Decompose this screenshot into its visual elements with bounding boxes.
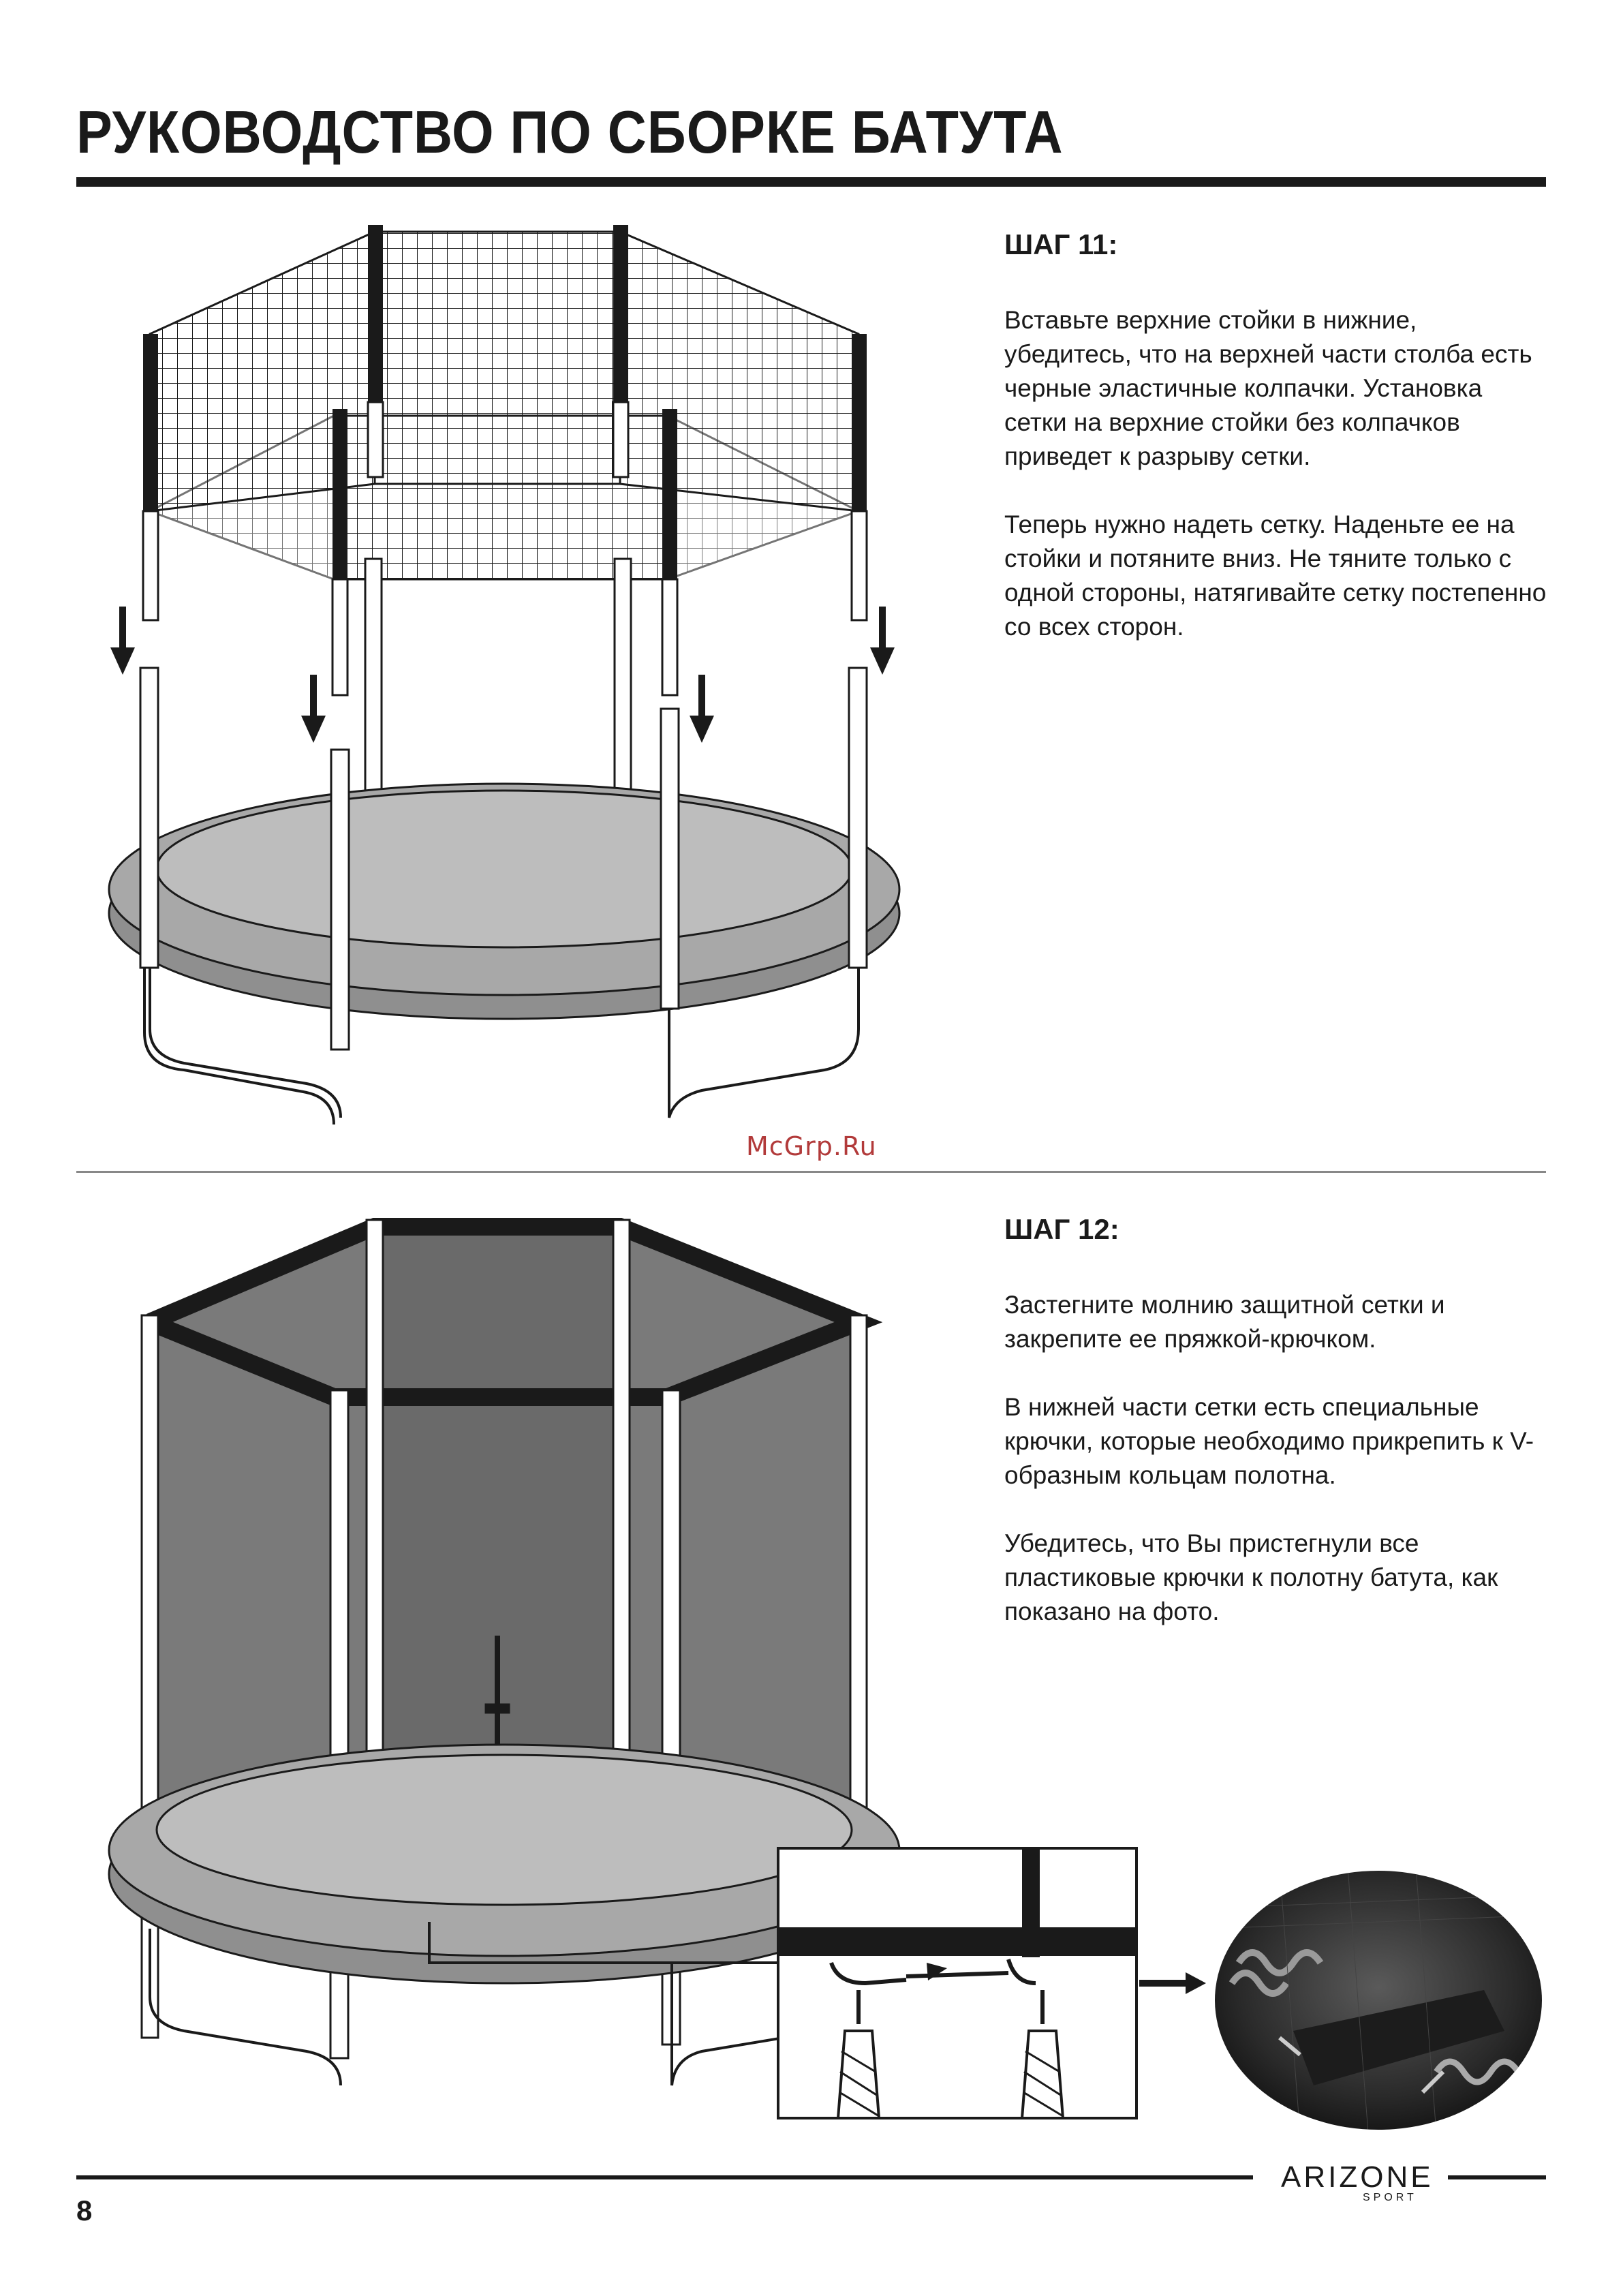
watermark: McGrp.Ru xyxy=(746,1131,877,1161)
section-divider xyxy=(76,1171,1546,1173)
page-number: 8 xyxy=(76,2194,93,2226)
title-underline xyxy=(76,177,1546,187)
brand-logo: ARIZONE xyxy=(1281,2160,1434,2194)
step11-paragraph-1: Вставьте верхние стойки в нижние, убедитесь, что на верхней части столба есть черные эластичные колпачки. Установка сетки на верхние стойки без колпачков приведет к разрыву сетки. xyxy=(1004,306,1532,470)
trampoline-frame xyxy=(109,784,899,1019)
down-arrows xyxy=(110,607,895,743)
step11-paragraph-2: Теперь нужно надеть сетку. Наденьте ее на стойки и потяните вниз. Не тяните только с одной стороны, натягивайте сетку постепенно со всех сторон. xyxy=(1004,510,1547,641)
hook-photo xyxy=(1211,1867,1545,2133)
step12-paragraph-2: В нижней части сетки есть специальные крючки, которые необходимо прикрепить к V-образным кольцам полотна. xyxy=(1004,1393,1534,1489)
hook-detail-inset xyxy=(777,1847,1138,2119)
step12-paragraph-3: Убедитесь, что Вы пристегнули все пластиковые крючки к полотну батута, как показано на фото. xyxy=(1004,1529,1498,1625)
step11-text xyxy=(1004,228,1549,678)
footer-rule-right xyxy=(1448,2175,1546,2179)
step12-paragraph-1: Застегните молнию защитной сетки и закрепите ее пряжкой-крючком. xyxy=(1004,1291,1445,1353)
step12-heading: ШАГ 12: xyxy=(1004,1213,1119,1245)
page-title: РУКОВОДСТВО ПО СБОРКЕ БАТУТА xyxy=(76,98,1064,166)
net-panels xyxy=(150,232,859,579)
brand-logo-sub: SPORT xyxy=(1363,2192,1417,2203)
footer-rule-left xyxy=(76,2175,1253,2179)
step12-text xyxy=(1004,1213,1549,1663)
step11-heading: ШАГ 11: xyxy=(1004,228,1118,260)
step11-figure xyxy=(102,218,913,1145)
arrow-right-icon xyxy=(1139,1970,1207,1997)
